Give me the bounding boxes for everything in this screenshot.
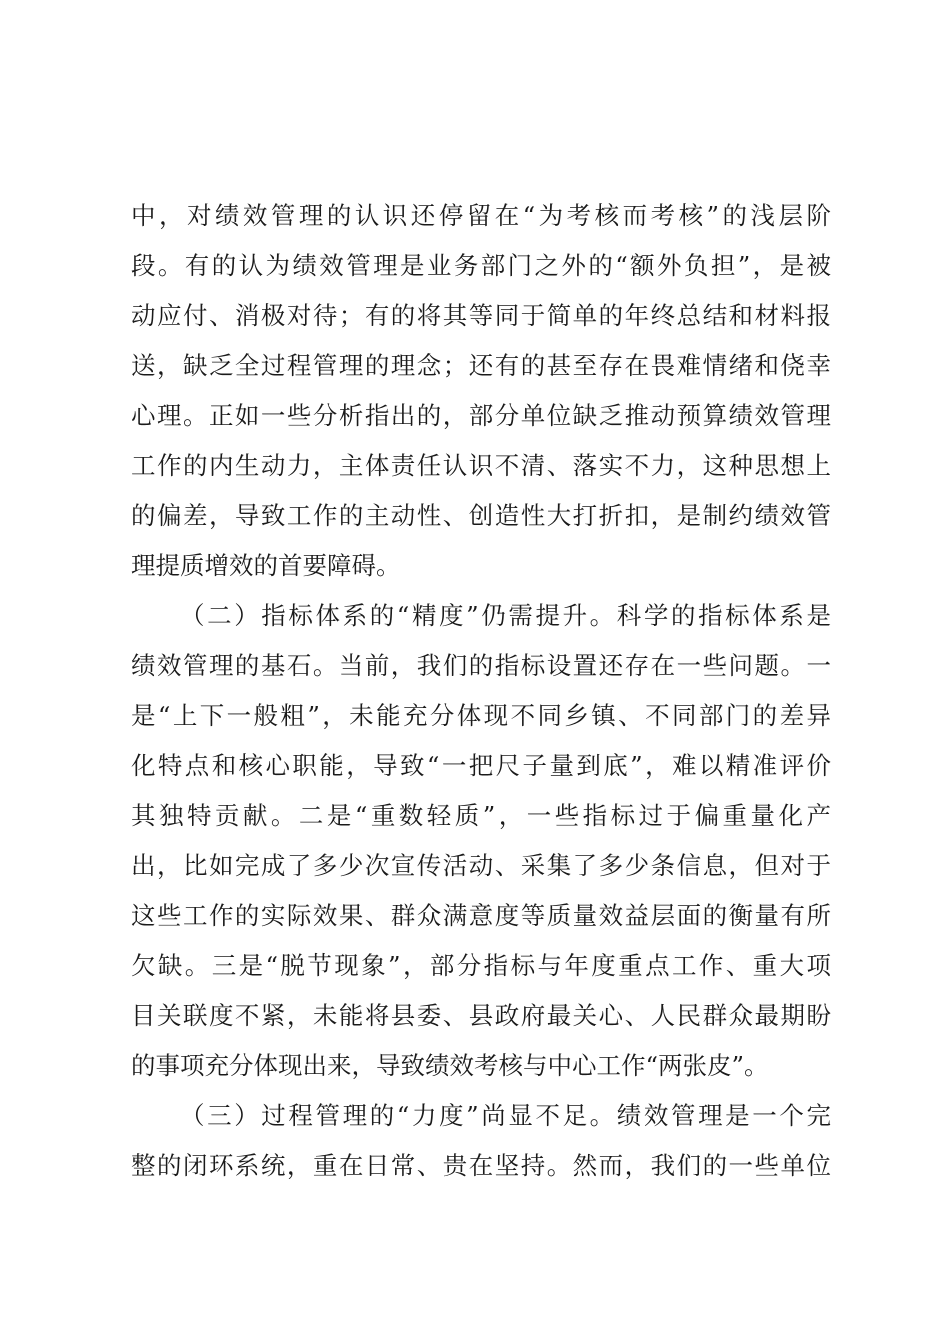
text-line: 出，比如完成了多少次宣传活动、采集了多少条信息，但对于 bbox=[131, 851, 831, 880]
text-line: 整的闭环系统，重在日常、贵在坚持。然而，我们的一些单位 bbox=[131, 1151, 831, 1180]
text-line: 欠缺。三是“脱节现象”，部分指标与年度重点工作、重大项 bbox=[131, 951, 831, 980]
text-line: 动应付、消极对待；有的将其等同于简单的年终总结和材料报 bbox=[131, 301, 831, 330]
section-heading-line: （三）过程管理的“力度”尚显不足。绩效管理是一个完 bbox=[180, 1101, 831, 1130]
text-line: 这些工作的实际效果、群众满意度等质量效益层面的衡量有所 bbox=[131, 901, 831, 930]
text-line: 段。有的认为绩效管理是业务部门之外的“额外负担”，是被 bbox=[131, 251, 831, 280]
text-line: 目关联度不紧，未能将县委、县政府最关心、人民群众最期盼 bbox=[131, 1001, 831, 1030]
text-line: 的偏差，导致工作的主动性、创造性大打折扣，是制约绩效管 bbox=[131, 501, 831, 530]
text-line: 化特点和核心职能，导致“一把尺子量到底”，难以精准评价 bbox=[131, 751, 831, 780]
text-line: 是“上下一般粗”，未能充分体现不同乡镇、不同部门的差异 bbox=[131, 701, 831, 730]
text-line: 理提质增效的首要障碍。 bbox=[131, 551, 401, 580]
text-line: 送，缺乏全过程管理的理念；还有的甚至存在畏难情绪和侥幸 bbox=[131, 351, 831, 380]
text-line: 其独特贡献。二是“重数轻质”，一些指标过于偏重量化产 bbox=[131, 801, 831, 830]
text-line: 心理。正如一些分析指出的，部分单位缺乏推动预算绩效管理 bbox=[131, 401, 831, 430]
text-line: 中，对绩效管理的认识还停留在“为考核而考核”的浅层阶 bbox=[131, 201, 831, 230]
text-line: 的事项充分体现出来，导致绩效考核与中心工作“两张皮”。 bbox=[131, 1051, 769, 1080]
text-line: 工作的内生动力，主体责任认识不清、落实不力，这种思想上 bbox=[131, 451, 831, 480]
section-heading-line: （二）指标体系的“精度”仍需提升。科学的指标体系是 bbox=[180, 601, 831, 630]
text-line: 绩效管理的基石。当前，我们的指标设置还存在一些问题。一 bbox=[131, 651, 831, 680]
